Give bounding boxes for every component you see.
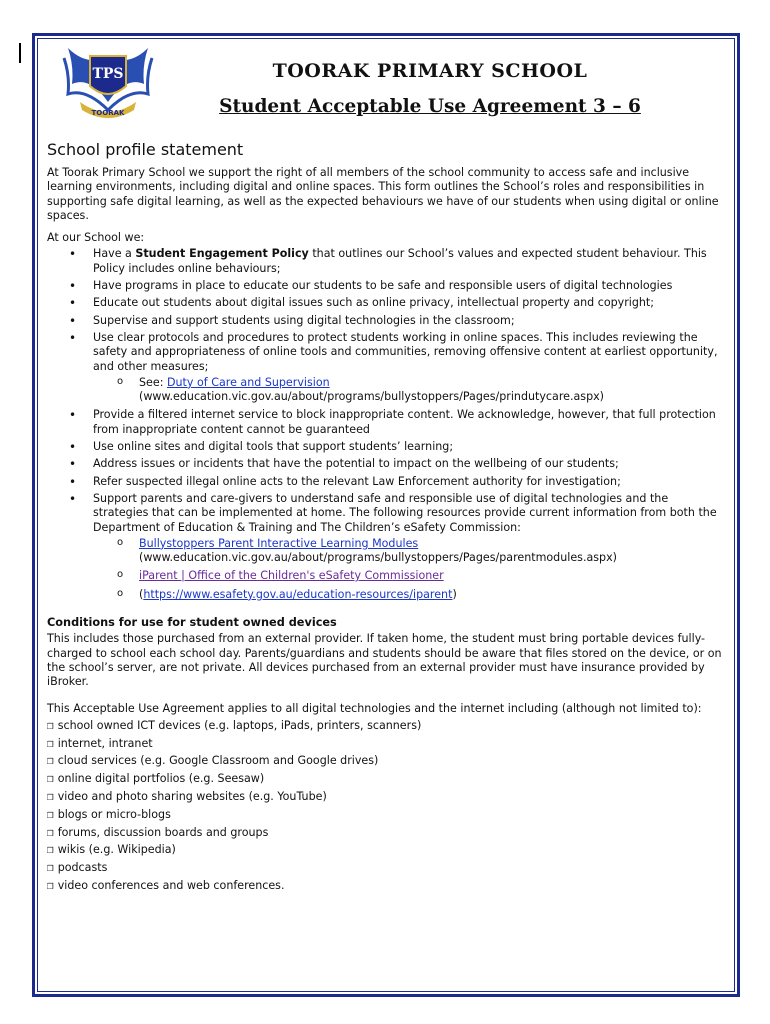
checkbox-icon[interactable]: ❒ xyxy=(47,878,54,892)
school-name: TOORAK PRIMARY SCHOOL xyxy=(272,60,588,82)
policy-name: Student Engagement Policy xyxy=(135,247,309,261)
sub-list xyxy=(93,376,723,405)
resources-list xyxy=(93,537,723,602)
sub-list-item: o See: Duty of Care and Supervision (www.education.vic.gov.au/about/programs/bullystoppers/Pages/prindutycare.aspx) xyxy=(139,376,723,405)
list-item: • Use clear protocols and procedures to protect students working in online spaces. This includes reviewing the safety and appropriateness of online tools and communities, removing offensive content at earliest opportunity, and other measures; o See: Duty of Care and Supervision (www.education.vic.gov.au/about/programs/bullystoppers/Pages/prindutycare.aspx) xyxy=(93,331,723,404)
checkbox-icon[interactable]: ❒ xyxy=(47,843,54,857)
checkbox-icon[interactable]: ❒ xyxy=(47,861,54,875)
section-heading-conditions: Conditions for use for student owned devices xyxy=(47,616,337,630)
checklist-item: ❒ forums, discussion boards and groups xyxy=(47,825,269,839)
checkbox-icon[interactable]: ❒ xyxy=(47,736,54,750)
checkbox-icon[interactable]: ❒ xyxy=(47,718,54,732)
section-heading-profile: School profile statement xyxy=(47,140,244,159)
checkbox-icon[interactable]: ❒ xyxy=(47,807,54,821)
list-item: • Refer suspected illegal online acts to the relevant Law Enforcement authority for investigation; xyxy=(93,475,723,489)
checklist-item: ❒ video and photo sharing websites (e.g. YouTube) xyxy=(47,789,327,803)
list-item: • Support parents and care-givers to understand safe and responsible use of digital technologies and the strategies that can be implemented at home. The following resources provide current information from both the Department of Education & Training and The Children’s eSafety Commission: o Bullystoppers Parent Interactive Learning Modules (www.education.vic.gov.au/about/programs/bullystoppers/Pages/parentmodules.aspx) o iParent | Office of the Children's eSafety Commissioner o (https://www.esafety.gov.au/education-resources/iparent) xyxy=(93,492,723,602)
document-body xyxy=(47,140,723,897)
document-title: Student Acceptable Use Agreement 3 – 6 xyxy=(219,96,641,117)
conditions-body: This includes those purchased from an external provider. If taken home, the student must bring portable devices fully-charged to school each school day. Parents/guardians and students should be aware that files stored on the device, or on the school’s server, are not private. All devices purchased from an external provider must have insurance provided by iBroker. xyxy=(47,632,722,689)
sub-list-item xyxy=(139,569,723,583)
bullystoppers-url: (www.education.vic.gov.au/about/programs/bullystoppers/Pages/parentmodules.aspx) xyxy=(139,551,617,565)
checklist-item: ❒ podcasts xyxy=(47,861,108,875)
duty-of-care-url: (www.education.vic.gov.au/about/programs/bullystoppers/Pages/prindutycare.aspx) xyxy=(139,390,605,404)
sub-list-item: o (https://www.esafety.gov.au/education-resources/iparent) xyxy=(139,588,723,602)
checklist-item: ❒ school owned ICT devices (e.g. laptops, iPads, printers, scanners) xyxy=(47,718,422,732)
scope-intro: This Acceptable Use Agreement applies to all digital technologies and the internet including (although not limited to): xyxy=(47,701,702,715)
checkbox-icon[interactable]: ❒ xyxy=(47,772,54,786)
list-item: • Supervise and support students using digital technologies in the classroom; xyxy=(93,314,723,328)
checklist-item: ❒ blogs or micro-blogs xyxy=(47,807,171,821)
esafety-link[interactable]: https://www.esafety.gov.au/education-resources/iparent xyxy=(143,587,453,601)
checklist-item: ❒ online digital portfolios (e.g. Seesaw) xyxy=(47,772,265,786)
school-commitments-list xyxy=(47,247,723,602)
checkbox-icon[interactable]: ❒ xyxy=(47,825,54,839)
checklist-item: ❒ video conferences and web conferences. xyxy=(47,878,285,892)
profile-lead: At our School we: xyxy=(47,231,145,245)
scope-checklist xyxy=(47,719,723,893)
checklist-item: ❒ internet, intranet xyxy=(47,736,153,750)
list-item: • Educate out students about digital issues such as online privacy, intellectual property and copyright; xyxy=(93,296,723,310)
bullystoppers-link[interactable]: Bullystoppers Parent Interactive Learning Modules xyxy=(139,536,419,550)
checklist-item: ❒ wikis (e.g. Wikipedia) xyxy=(47,843,176,857)
profile-intro: At Toorak Primary School we support the right of all members of the school community to access safe and inclusive learning environments, including digital and online spaces. This form outlines the School’s roles and responsibilities in supporting safe digital learning, as well as the expected behaviours we have of our students when using digital or online spaces. xyxy=(47,166,719,222)
checkbox-icon[interactable]: ❒ xyxy=(47,789,54,803)
iparent-link[interactable]: iParent | Office of the Children's eSafety Commissioner xyxy=(139,569,444,583)
list-item: • Address issues or incidents that have the potential to impact on the wellbeing of our students; xyxy=(93,457,723,471)
checkbox-icon[interactable]: ❒ xyxy=(47,754,54,768)
checklist-item: ❒ cloud services (e.g. Google Classroom and Google drives) xyxy=(47,754,379,768)
list-item: • Use online sites and digital tools that support students’ learning; xyxy=(93,440,723,454)
list-item: • Provide a filtered internet service to block inappropriate content. We acknowledge, however, that full protection from inappropriate content cannot be guaranteed xyxy=(93,408,723,437)
list-item: • Have a Student Engagement Policy that outlines our School’s values and expected student behaviour. This Policy includes online behaviours; xyxy=(93,247,723,276)
crest-ribbon-text: TOORAK xyxy=(91,109,125,117)
list-item: • Have programs in place to educate our students to be safe and responsible users of digital technologies xyxy=(93,279,723,293)
text-cursor xyxy=(19,43,21,63)
duty-of-care-link[interactable]: Duty of Care and Supervision xyxy=(166,375,330,389)
school-crest-logo xyxy=(60,36,156,122)
sub-list-item xyxy=(139,537,723,566)
crest-letters: TPS xyxy=(92,66,124,82)
